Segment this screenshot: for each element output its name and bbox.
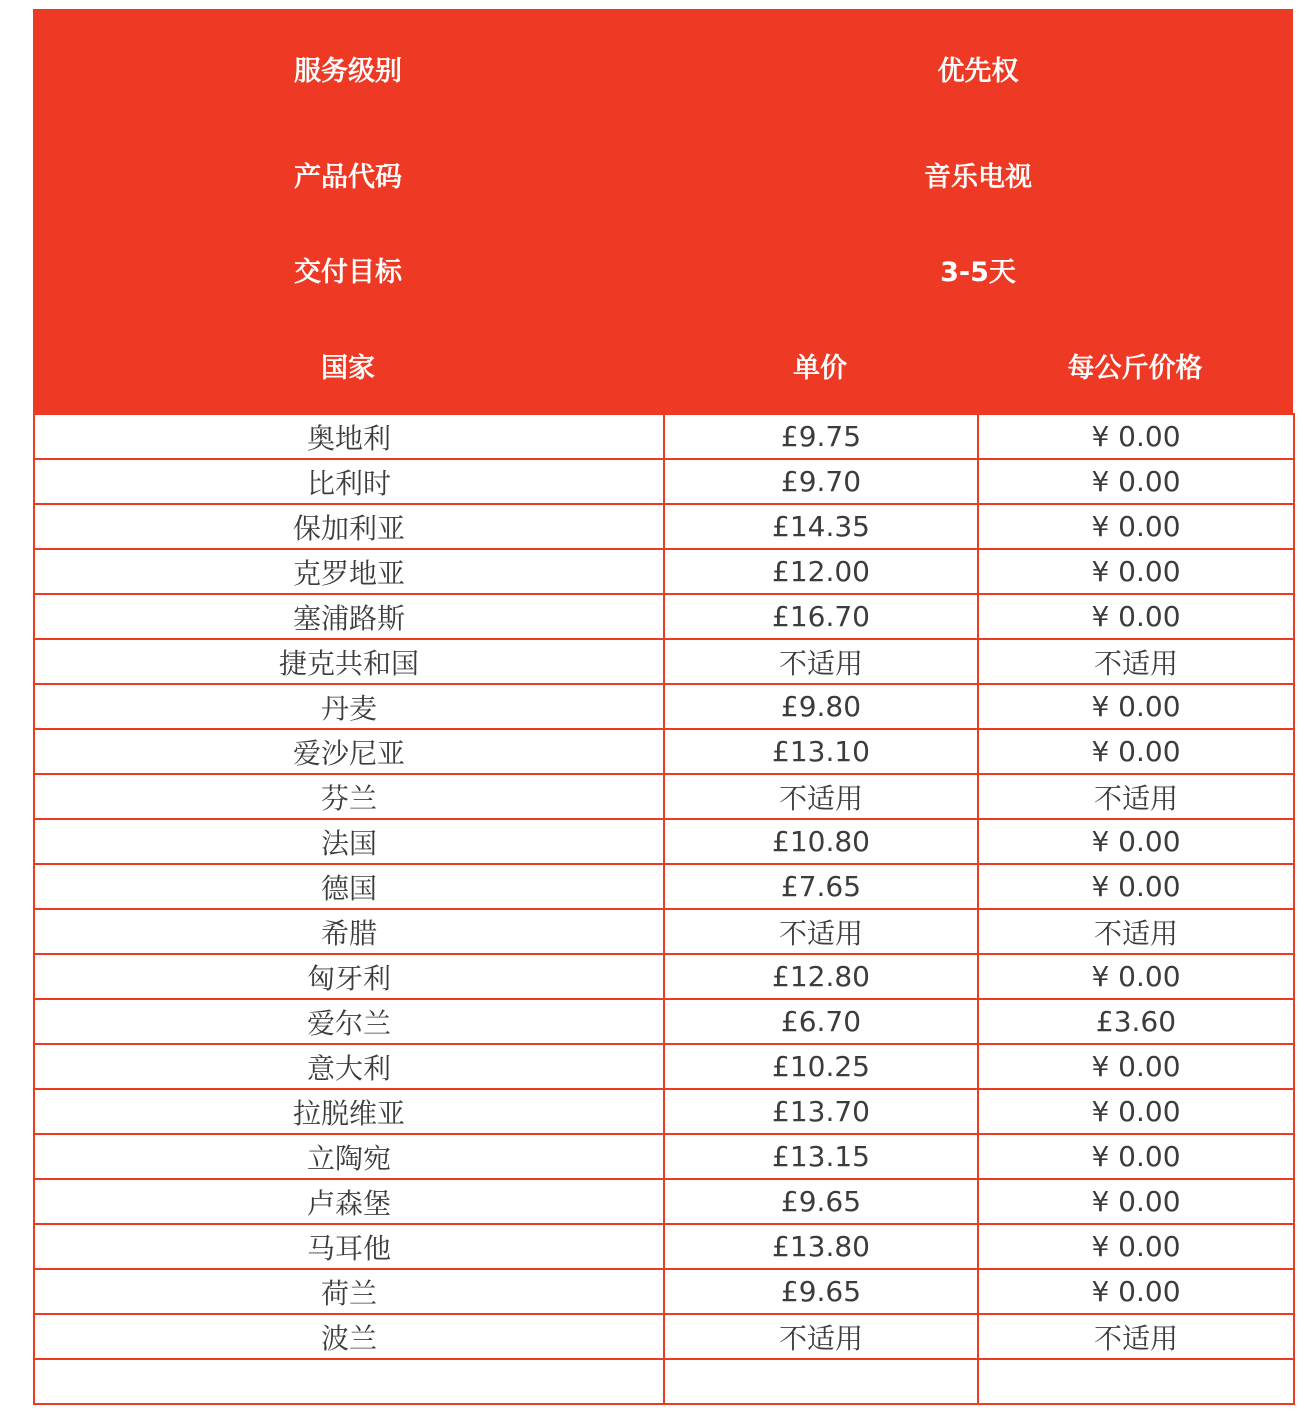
table-row [34, 1134, 1294, 1179]
per-kg-price-cell: ¥ 0.00 [978, 1179, 1294, 1224]
table-row [34, 549, 1294, 594]
unit-price-cell: £10.80 [664, 819, 978, 864]
unit-price-cell: £13.70 [664, 1089, 978, 1134]
table-row [34, 1089, 1294, 1134]
unit-price-cell: 不适用 [664, 909, 978, 954]
per-kg-price-cell: ¥ 0.00 [978, 1089, 1294, 1134]
country-cell: 塞浦路斯 [34, 594, 664, 639]
country-cell: 波兰 [34, 1314, 664, 1359]
country-cell: 保加利亚 [34, 504, 664, 549]
country-cell: 希腊 [34, 909, 664, 954]
per-kg-price-cell: ¥ 0.00 [978, 1044, 1294, 1089]
table-row [34, 999, 1294, 1044]
per-kg-price-cell: ¥ 0.00 [978, 459, 1294, 504]
table-row [34, 954, 1294, 999]
meta-label: 产品代码 [294, 162, 402, 193]
table-row [34, 1314, 1294, 1359]
per-kg-price-cell: ¥ 0.00 [978, 819, 1294, 864]
per-kg-price-cell: ¥ 0.00 [978, 954, 1294, 999]
unit-price-cell: £9.80 [664, 684, 978, 729]
per-kg-price-cell [978, 1359, 1294, 1404]
meta-row-product-code [33, 127, 1293, 222]
table-row [34, 504, 1294, 549]
country-cell: 奥地利 [34, 414, 664, 459]
column-header-per-kg: 每公斤价格 [1067, 352, 1203, 384]
country-cell: 爱沙尼亚 [34, 729, 664, 774]
column-headers [33, 317, 1293, 413]
unit-price-cell: £14.35 [664, 504, 978, 549]
table-row [34, 909, 1294, 954]
per-kg-price-cell: ¥ 0.00 [978, 684, 1294, 729]
unit-price-cell: £12.00 [664, 549, 978, 594]
unit-price-cell [664, 1359, 978, 1404]
unit-price-cell: £13.15 [664, 1134, 978, 1179]
country-cell: 芬兰 [34, 774, 664, 819]
per-kg-price-cell: ¥ 0.00 [978, 594, 1294, 639]
country-cell: 德国 [34, 864, 664, 909]
table-row [34, 594, 1294, 639]
country-cell: 意大利 [34, 1044, 664, 1089]
country-cell: 卢森堡 [34, 1179, 664, 1224]
country-cell: 马耳他 [34, 1224, 664, 1269]
country-cell [34, 1359, 664, 1404]
per-kg-price-cell: 不适用 [978, 1314, 1294, 1359]
per-kg-price-cell: ¥ 0.00 [978, 1224, 1294, 1269]
table-row [34, 774, 1294, 819]
unit-price-cell: £16.70 [664, 594, 978, 639]
table-row [34, 864, 1294, 909]
unit-price-cell: 不适用 [664, 1314, 978, 1359]
country-cell: 荷兰 [34, 1269, 664, 1314]
pricing-table [33, 413, 1295, 1405]
unit-price-cell: £9.65 [664, 1179, 978, 1224]
country-cell: 丹麦 [34, 684, 664, 729]
meta-label: 服务级别 [294, 55, 402, 87]
unit-price-cell: £9.75 [664, 414, 978, 459]
country-cell: 法国 [34, 819, 664, 864]
per-kg-price-cell: ¥ 0.00 [978, 1269, 1294, 1314]
meta-value: 音乐电视 [924, 162, 1032, 193]
unit-price-cell: £7.65 [664, 864, 978, 909]
per-kg-price-cell: ¥ 0.00 [978, 1134, 1294, 1179]
column-header-country: 国家 [321, 352, 375, 384]
table-header [33, 9, 1293, 413]
table-row [34, 819, 1294, 864]
per-kg-price-cell: ¥ 0.00 [978, 729, 1294, 774]
table-row [34, 684, 1294, 729]
unit-price-cell: 不适用 [664, 639, 978, 684]
table-row [34, 414, 1294, 459]
per-kg-price-cell: 不适用 [978, 639, 1294, 684]
table-row [34, 1044, 1294, 1089]
country-cell: 拉脱维亚 [34, 1089, 664, 1134]
pricing-table-container [33, 9, 1293, 1405]
country-cell: 克罗地亚 [34, 549, 664, 594]
meta-row-delivery-target [33, 222, 1293, 317]
table-row [34, 1224, 1294, 1269]
per-kg-price-cell: 不适用 [978, 909, 1294, 954]
table-row [34, 1359, 1294, 1404]
unit-price-cell: 不适用 [664, 774, 978, 819]
country-cell: 爱尔兰 [34, 999, 664, 1044]
meta-label: 交付目标 [294, 257, 402, 288]
meta-row-service-level [33, 9, 1293, 127]
table-row [34, 639, 1294, 684]
country-cell: 匈牙利 [34, 954, 664, 999]
meta-value: 3-5天 [940, 257, 1016, 288]
table-row [34, 1269, 1294, 1314]
table-row [34, 1179, 1294, 1224]
table-row [34, 459, 1294, 504]
unit-price-cell: £10.25 [664, 1044, 978, 1089]
per-kg-price-cell: ¥ 0.00 [978, 864, 1294, 909]
meta-value: 优先权 [937, 55, 1019, 87]
per-kg-price-cell: 不适用 [978, 774, 1294, 819]
unit-price-cell: £12.80 [664, 954, 978, 999]
unit-price-cell: £13.10 [664, 729, 978, 774]
unit-price-cell: £13.80 [664, 1224, 978, 1269]
per-kg-price-cell: ¥ 0.00 [978, 414, 1294, 459]
country-cell: 立陶宛 [34, 1134, 664, 1179]
column-header-unit-price: 单价 [793, 352, 847, 384]
country-cell: 比利时 [34, 459, 664, 504]
unit-price-cell: £9.70 [664, 459, 978, 504]
per-kg-price-cell: ¥ 0.00 [978, 549, 1294, 594]
per-kg-price-cell: ¥ 0.00 [978, 504, 1294, 549]
per-kg-price-cell: £3.60 [978, 999, 1294, 1044]
table-row [34, 729, 1294, 774]
country-cell: 捷克共和国 [34, 639, 664, 684]
unit-price-cell: £9.65 [664, 1269, 978, 1314]
unit-price-cell: £6.70 [664, 999, 978, 1044]
